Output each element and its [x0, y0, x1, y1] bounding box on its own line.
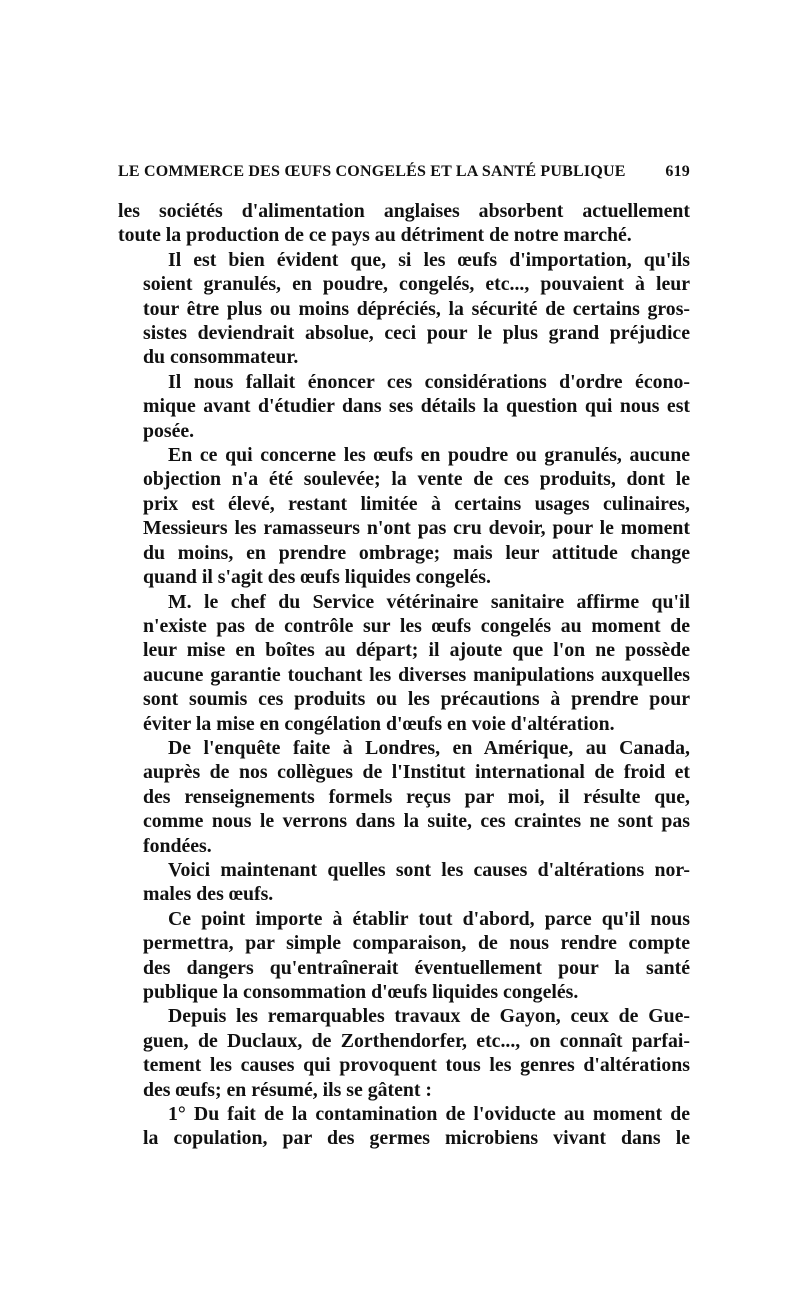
text-line: sont soumis ces produits ou les précautions à prendre pour: [143, 688, 690, 711]
text-line: En ce qui concerne les œufs en poudre ou granulés, aucune: [168, 444, 690, 467]
text-line: éviter la mise en congélation d'œufs en voie d'altération.: [143, 712, 615, 735]
text-line: objection n'a été soulevée; la vente de ces produits, dont le: [143, 468, 690, 491]
running-header: [118, 163, 690, 181]
text-line: publique la consommation d'œufs liquides congelés.: [143, 981, 579, 1003]
text-line: Depuis les remarquables travaux de Gayon, ceux de Gue-: [168, 1005, 690, 1028]
text-line: males des œufs.: [143, 883, 274, 906]
text-line: Ce point importe à établir tout d'abord, parce qu'il nous: [168, 907, 690, 930]
text-line: guen, de Duclaux, de Zorthendorfer, etc..., on connaît parfai-: [143, 1029, 690, 1052]
paragraph: [118, 736, 690, 858]
page-number: 619: [665, 163, 690, 180]
paragraph: [118, 1004, 690, 1102]
paragraph: [118, 907, 690, 1005]
text-line: des dangers qu'entraînerait éventuellement pour la santé: [143, 956, 690, 979]
text-line: du moins, en prendre ombrage; mais leur attitude change: [143, 541, 690, 564]
paragraph: [118, 1102, 690, 1151]
text-line: leur mise en boîtes au départ; il ajoute que l'on ne possède: [143, 639, 690, 662]
text-line: mique avant d'étudier dans ses détails la question qui nous est: [143, 395, 690, 418]
text-line: Voici maintenant quelles sont les causes d'altérations nor-: [168, 858, 690, 881]
text-line: comme nous le verrons dans la suite, ces craintes ne sont pas: [143, 810, 690, 833]
text-line: De l'enquête faite à Londres, en Amérique, au Canada,: [168, 736, 690, 759]
text-line: tement les causes qui provoquent tous les genres d'altérations: [143, 1054, 690, 1077]
text-line: auprès de nos collègues de l'Institut international de froid et: [143, 761, 690, 784]
text-line: tour être plus ou moins dépréciés, la sécurité de certains gros-: [143, 297, 690, 320]
text-line: 1° Du fait de la contamination de l'oviducte au moment de: [168, 1103, 690, 1126]
text-line: fondées.: [143, 834, 212, 857]
text-line: n'existe pas de contrôle sur les œufs congelés au moment de: [143, 614, 690, 637]
text-line: permettra, par simple comparaison, de nous rendre compte: [143, 932, 690, 955]
text-line: aucune garantie touchant les diverses manipulations auxquelles: [143, 663, 690, 686]
text-line: Il est bien évident que, si les œufs d'importation, qu'ils: [168, 248, 690, 271]
text-line: les sociétés d'alimentation anglaises absorbent actuellement: [118, 200, 690, 222]
running-header-title: LE COMMERCE DES ŒUFS CONGELÉS ET LA SANTÉ PUBLIQUE: [118, 163, 626, 180]
text-line: posée.: [143, 419, 195, 442]
text-line: des renseignements formels reçus par moi, il résulte que,: [143, 785, 690, 808]
paragraph: [118, 858, 690, 907]
text-line: la copulation, par des germes microbiens vivant dans le: [143, 1127, 690, 1150]
paragraph: [118, 590, 690, 736]
text-line: quand il s'agit des œufs liquides congelés.: [143, 566, 491, 589]
text-line: prix est élevé, restant limitée à certains usages culinaires,: [143, 492, 690, 515]
text-line: sistes deviendrait absolue, ceci pour le plus grand préjudice: [143, 322, 690, 345]
text-line: du consommateur.: [143, 346, 299, 369]
paragraph: [118, 443, 690, 589]
text-line: Il nous fallait énoncer ces considérations d'ordre écono-: [168, 370, 690, 393]
text-line: des œufs; en résumé, ils se gâtent :: [143, 1078, 432, 1101]
paragraph: [118, 199, 690, 248]
paragraph: [118, 370, 690, 443]
paragraph: [118, 248, 690, 370]
body-text: [118, 199, 690, 1151]
text-line: Messieurs les ramasseurs n'ont pas cru devoir, pour le moment: [143, 517, 690, 540]
text-line: soient granulés, en poudre, congelés, etc..., pouvaient à leur: [143, 273, 690, 296]
text-line: toute la production de ce pays au détriment de notre marché.: [118, 224, 632, 247]
text-line: M. le chef du Service vétérinaire sanitaire affirme qu'il: [168, 590, 690, 613]
